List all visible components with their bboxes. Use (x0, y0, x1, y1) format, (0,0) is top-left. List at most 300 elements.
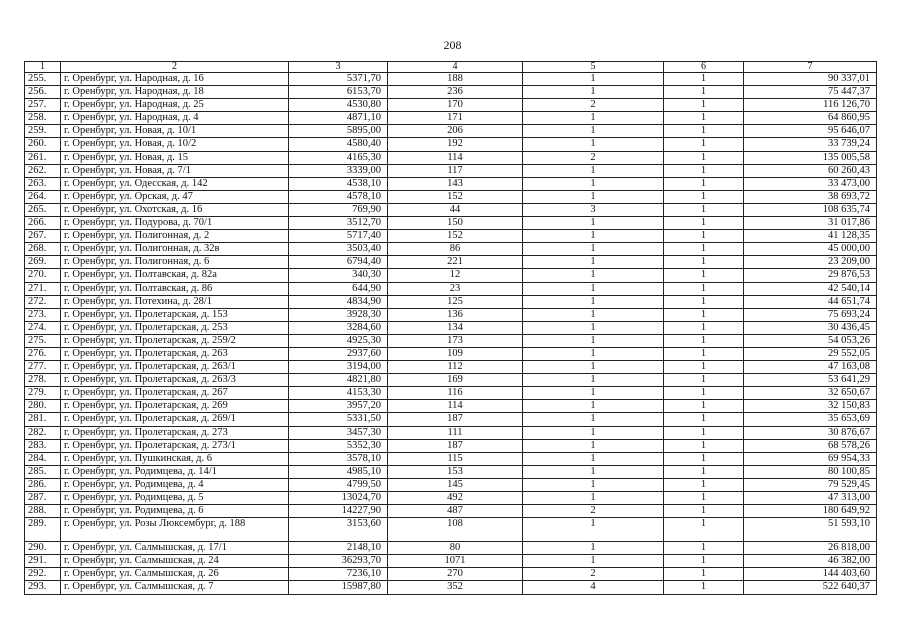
table-row (25, 426, 877, 439)
row-number: 274. (25, 321, 61, 334)
table-row (25, 190, 877, 203)
amount-cell: 29 876,53 (744, 269, 877, 282)
table-row (25, 295, 877, 308)
count-cell: 1 (523, 387, 664, 400)
table-row (25, 99, 877, 112)
area-cell: 3928,30 (289, 308, 388, 321)
address-cell: г. Оренбург, ул. Салмышская, д. 26 (61, 568, 289, 581)
address-cell: г. Оренбург, ул. Охотская, д. 16 (61, 203, 289, 216)
amount-cell: 68 578,26 (744, 439, 877, 452)
count-cell: 4 (523, 581, 664, 594)
count-cell: 1 (523, 478, 664, 491)
area-cell: 14227,90 (289, 505, 388, 518)
row-number: 290. (25, 542, 61, 555)
residents-cell: 12 (388, 269, 523, 282)
area-cell: 4985,10 (289, 465, 388, 478)
flag-cell: 1 (664, 308, 744, 321)
table-row (25, 164, 877, 177)
address-cell: г. Оренбург, ул. Пролетарская, д. 269/1 (61, 413, 289, 426)
row-number: 266. (25, 217, 61, 230)
flag-cell: 1 (664, 347, 744, 360)
count-cell: 1 (523, 269, 664, 282)
table-row (25, 138, 877, 151)
address-cell: г. Оренбург, ул. Родимцева, д. 4 (61, 478, 289, 491)
row-number: 293. (25, 581, 61, 594)
count-cell: 1 (523, 492, 664, 505)
flag-cell: 1 (664, 151, 744, 164)
area-cell: 4834,90 (289, 295, 388, 308)
column-header: 3 (289, 62, 388, 73)
amount-cell: 32 150,83 (744, 400, 877, 413)
flag-cell: 1 (664, 86, 744, 99)
flag-cell: 1 (664, 243, 744, 256)
row-number: 270. (25, 269, 61, 282)
amount-cell: 108 635,74 (744, 203, 877, 216)
row-number: 276. (25, 347, 61, 360)
flag-cell: 1 (664, 112, 744, 125)
flag-cell: 1 (664, 413, 744, 426)
row-number: 268. (25, 243, 61, 256)
area-cell: 4580,40 (289, 138, 388, 151)
count-cell: 1 (523, 112, 664, 125)
address-cell: г. Оренбург, ул. Салмышская, д. 24 (61, 555, 289, 568)
residents-cell: 111 (388, 426, 523, 439)
table-row (25, 177, 877, 190)
amount-cell: 75 447,37 (744, 86, 877, 99)
residents-cell: 487 (388, 505, 523, 518)
amount-cell: 29 552,05 (744, 347, 877, 360)
table-row (25, 347, 877, 360)
address-cell: г. Оренбург, ул. Народная, д. 16 (61, 73, 289, 86)
address-cell: г. Оренбург, ул. Полигонная, д. 6 (61, 256, 289, 269)
flag-cell: 1 (664, 465, 744, 478)
table-row (25, 243, 877, 256)
amount-cell: 46 382,00 (744, 555, 877, 568)
row-number: 280. (25, 400, 61, 413)
count-cell: 2 (523, 151, 664, 164)
table-row (25, 230, 877, 243)
address-cell: г. Оренбург, ул. Полигонная, д. 32в (61, 243, 289, 256)
flag-cell: 1 (664, 282, 744, 295)
count-cell: 1 (523, 374, 664, 387)
flag-cell: 1 (664, 439, 744, 452)
address-cell: г. Оренбург, ул. Пролетарская, д. 259/2 (61, 334, 289, 347)
residents-cell: 117 (388, 164, 523, 177)
table-row (25, 308, 877, 321)
address-cell: г. Оренбург, ул. Народная, д. 4 (61, 112, 289, 125)
address-cell: г. Оренбург, ул. Потехина, д. 28/1 (61, 295, 289, 308)
registry-table (24, 61, 877, 595)
count-cell: 1 (523, 243, 664, 256)
table-row (25, 581, 877, 594)
amount-cell: 53 641,29 (744, 374, 877, 387)
area-cell: 5895,00 (289, 125, 388, 138)
row-number: 277. (25, 361, 61, 374)
count-cell: 1 (523, 164, 664, 177)
flag-cell: 1 (664, 581, 744, 594)
residents-cell: 170 (388, 99, 523, 112)
row-number: 292. (25, 568, 61, 581)
area-cell: 4821,80 (289, 374, 388, 387)
flag-cell: 1 (664, 138, 744, 151)
column-header: 4 (388, 62, 523, 73)
table-row (25, 492, 877, 505)
area-cell: 3503,40 (289, 243, 388, 256)
count-cell: 1 (523, 361, 664, 374)
area-cell: 340,30 (289, 269, 388, 282)
residents-cell: 134 (388, 321, 523, 334)
flag-cell: 1 (664, 555, 744, 568)
flag-cell: 1 (664, 426, 744, 439)
flag-cell: 1 (664, 492, 744, 505)
residents-cell: 86 (388, 243, 523, 256)
flag-cell: 1 (664, 256, 744, 269)
count-cell: 1 (523, 295, 664, 308)
amount-cell: 144 403,60 (744, 568, 877, 581)
count-cell: 1 (523, 347, 664, 360)
amount-cell: 41 128,35 (744, 230, 877, 243)
flag-cell: 1 (664, 387, 744, 400)
row-number: 267. (25, 230, 61, 243)
count-cell: 1 (523, 86, 664, 99)
residents-cell: 116 (388, 387, 523, 400)
residents-cell: 153 (388, 465, 523, 478)
address-cell: г. Оренбург, ул. Пролетарская, д. 273 (61, 426, 289, 439)
table-row (25, 542, 877, 555)
area-cell: 4530,80 (289, 99, 388, 112)
table-row (25, 555, 877, 568)
area-cell: 769,90 (289, 203, 388, 216)
amount-cell: 135 005,58 (744, 151, 877, 164)
row-number: 289. (25, 518, 61, 542)
row-number: 282. (25, 426, 61, 439)
address-cell: г. Оренбург, ул. Пролетарская, д. 267 (61, 387, 289, 400)
address-cell: г. Оренбург, ул. Новая, д. 15 (61, 151, 289, 164)
count-cell: 1 (523, 439, 664, 452)
flag-cell: 1 (664, 452, 744, 465)
residents-cell: 173 (388, 334, 523, 347)
address-cell: г. Оренбург, ул. Орская, д. 47 (61, 190, 289, 203)
flag-cell: 1 (664, 230, 744, 243)
amount-cell: 95 646,07 (744, 125, 877, 138)
flag-cell: 1 (664, 478, 744, 491)
address-cell: г. Оренбург, ул. Пролетарская, д. 263 (61, 347, 289, 360)
address-cell: г. Оренбург, ул. Полигонная, д. 2 (61, 230, 289, 243)
row-number: 278. (25, 374, 61, 387)
count-cell: 1 (523, 73, 664, 86)
row-number: 261. (25, 151, 61, 164)
amount-cell: 51 593,10 (744, 518, 877, 542)
column-header: 6 (664, 62, 744, 73)
row-number: 288. (25, 505, 61, 518)
area-cell: 4165,30 (289, 151, 388, 164)
amount-cell: 23 209,00 (744, 256, 877, 269)
table-row (25, 125, 877, 138)
table-row (25, 334, 877, 347)
table-row (25, 86, 877, 99)
count-cell: 1 (523, 217, 664, 230)
count-cell: 2 (523, 505, 664, 518)
row-number: 271. (25, 282, 61, 295)
row-number: 272. (25, 295, 61, 308)
amount-cell: 45 000,00 (744, 243, 877, 256)
table-row (25, 387, 877, 400)
area-cell: 5717,40 (289, 230, 388, 243)
amount-cell: 75 693,24 (744, 308, 877, 321)
table-row (25, 256, 877, 269)
residents-cell: 112 (388, 361, 523, 374)
row-number: 255. (25, 73, 61, 86)
count-cell: 1 (523, 125, 664, 138)
area-cell: 3957,20 (289, 400, 388, 413)
count-cell: 1 (523, 282, 664, 295)
row-number: 256. (25, 86, 61, 99)
row-number: 262. (25, 164, 61, 177)
address-cell: г. Оренбург, ул. Пролетарская, д. 273/1 (61, 439, 289, 452)
count-cell: 1 (523, 308, 664, 321)
residents-cell: 206 (388, 125, 523, 138)
table-row (25, 269, 877, 282)
table-row (25, 452, 877, 465)
table-row (25, 439, 877, 452)
residents-cell: 150 (388, 217, 523, 230)
table-row (25, 151, 877, 164)
address-cell: г. Оренбург, ул. Одесская, д. 142 (61, 177, 289, 190)
flag-cell: 1 (664, 203, 744, 216)
column-header: 7 (744, 62, 877, 73)
area-cell: 7236,10 (289, 568, 388, 581)
amount-cell: 33 739,24 (744, 138, 877, 151)
amount-cell: 32 650,67 (744, 387, 877, 400)
row-number: 283. (25, 439, 61, 452)
count-cell: 1 (523, 465, 664, 478)
flag-cell: 1 (664, 321, 744, 334)
count-cell: 1 (523, 177, 664, 190)
column-header: 2 (61, 62, 289, 73)
area-cell: 5352,30 (289, 439, 388, 452)
amount-cell: 79 529,45 (744, 478, 877, 491)
row-number: 269. (25, 256, 61, 269)
residents-cell: 352 (388, 581, 523, 594)
table-row (25, 374, 877, 387)
residents-cell: 23 (388, 282, 523, 295)
amount-cell: 47 163,08 (744, 361, 877, 374)
residents-cell: 152 (388, 190, 523, 203)
area-cell: 6794,40 (289, 256, 388, 269)
address-cell: г. Оренбург, ул. Полтавская, д. 86 (61, 282, 289, 295)
row-number: 285. (25, 465, 61, 478)
flag-cell: 1 (664, 190, 744, 203)
count-cell: 1 (523, 230, 664, 243)
amount-cell: 33 473,00 (744, 177, 877, 190)
count-cell: 1 (523, 426, 664, 439)
flag-cell: 1 (664, 518, 744, 542)
flag-cell: 1 (664, 99, 744, 112)
count-cell: 3 (523, 203, 664, 216)
residents-cell: 270 (388, 568, 523, 581)
count-cell: 1 (523, 256, 664, 269)
flag-cell: 1 (664, 374, 744, 387)
flag-cell: 1 (664, 568, 744, 581)
area-cell: 5331,50 (289, 413, 388, 426)
address-cell: г. Оренбург, ул. Пушкинская, д. 6 (61, 452, 289, 465)
residents-cell: 187 (388, 439, 523, 452)
area-cell: 4871,10 (289, 112, 388, 125)
amount-cell: 38 693,72 (744, 190, 877, 203)
flag-cell: 1 (664, 400, 744, 413)
address-cell: г. Оренбург, ул. Народная, д. 18 (61, 86, 289, 99)
area-cell: 644,90 (289, 282, 388, 295)
count-cell: 1 (523, 542, 664, 555)
column-number-row (25, 62, 877, 73)
row-number: 273. (25, 308, 61, 321)
residents-cell: 145 (388, 478, 523, 491)
area-cell: 36293,70 (289, 555, 388, 568)
row-number: 257. (25, 99, 61, 112)
residents-cell: 192 (388, 138, 523, 151)
residents-cell: 44 (388, 203, 523, 216)
address-cell: г. Оренбург, ул. Салмышская, д. 17/1 (61, 542, 289, 555)
address-cell: г. Оренбург, ул. Пролетарская, д. 263/1 (61, 361, 289, 374)
table-row (25, 73, 877, 86)
flag-cell: 1 (664, 295, 744, 308)
area-cell: 6153,70 (289, 86, 388, 99)
address-cell: г. Оренбург, ул. Родимцева, д. 6 (61, 505, 289, 518)
residents-cell: 125 (388, 295, 523, 308)
table-row (25, 361, 877, 374)
row-number: 281. (25, 413, 61, 426)
area-cell: 13024,70 (289, 492, 388, 505)
count-cell: 1 (523, 138, 664, 151)
table-row (25, 203, 877, 216)
address-cell: г. Оренбург, ул. Народная, д. 25 (61, 99, 289, 112)
table-row (25, 112, 877, 125)
area-cell: 3284,60 (289, 321, 388, 334)
area-cell: 3339,00 (289, 164, 388, 177)
residents-cell: 1071 (388, 555, 523, 568)
address-cell: г. Оренбург, ул. Новая, д. 10/1 (61, 125, 289, 138)
row-number: 287. (25, 492, 61, 505)
residents-cell: 143 (388, 177, 523, 190)
page-number: 208 (443, 38, 462, 52)
row-number: 259. (25, 125, 61, 138)
residents-cell: 80 (388, 542, 523, 555)
area-cell: 15987,80 (289, 581, 388, 594)
residents-cell: 236 (388, 86, 523, 99)
count-cell: 1 (523, 452, 664, 465)
row-number: 286. (25, 478, 61, 491)
residents-cell: 221 (388, 256, 523, 269)
amount-cell: 47 313,00 (744, 492, 877, 505)
area-cell: 2937,60 (289, 347, 388, 360)
row-number: 260. (25, 138, 61, 151)
residents-cell: 152 (388, 230, 523, 243)
area-cell: 4153,30 (289, 387, 388, 400)
row-number: 258. (25, 112, 61, 125)
address-cell: г. Оренбург, ул. Пролетарская, д. 263/3 (61, 374, 289, 387)
amount-cell: 54 053,26 (744, 334, 877, 347)
area-cell: 4925,30 (289, 334, 388, 347)
amount-cell: 522 640,37 (744, 581, 877, 594)
area-cell: 3153,60 (289, 518, 388, 542)
count-cell: 1 (523, 321, 664, 334)
row-number: 264. (25, 190, 61, 203)
residents-cell: 188 (388, 73, 523, 86)
count-cell: 2 (523, 99, 664, 112)
table-row (25, 478, 877, 491)
row-number: 263. (25, 177, 61, 190)
count-cell: 2 (523, 568, 664, 581)
flag-cell: 1 (664, 125, 744, 138)
count-cell: 1 (523, 334, 664, 347)
area-cell: 3512,70 (289, 217, 388, 230)
amount-cell: 64 860,95 (744, 112, 877, 125)
row-number: 284. (25, 452, 61, 465)
address-cell: г. Оренбург, ул. Новая, д. 7/1 (61, 164, 289, 177)
residents-cell: 115 (388, 452, 523, 465)
address-cell: г. Оренбург, ул. Подурова, д. 70/1 (61, 217, 289, 230)
amount-cell: 31 017,86 (744, 217, 877, 230)
address-cell: г. Оренбург, ул. Родимцева, д. 5 (61, 492, 289, 505)
amount-cell: 116 126,70 (744, 99, 877, 112)
flag-cell: 1 (664, 164, 744, 177)
residents-cell: 187 (388, 413, 523, 426)
flag-cell: 1 (664, 177, 744, 190)
residents-cell: 169 (388, 374, 523, 387)
address-cell: г. Оренбург, ул. Пролетарская, д. 253 (61, 321, 289, 334)
amount-cell: 35 653,69 (744, 413, 877, 426)
residents-cell: 136 (388, 308, 523, 321)
count-cell: 1 (523, 518, 664, 542)
area-cell: 4538,10 (289, 177, 388, 190)
flag-cell: 1 (664, 73, 744, 86)
table-row (25, 518, 877, 542)
flag-cell: 1 (664, 505, 744, 518)
table-row (25, 505, 877, 518)
amount-cell: 180 649,92 (744, 505, 877, 518)
area-cell: 3457,30 (289, 426, 388, 439)
table-row (25, 217, 877, 230)
table-row (25, 413, 877, 426)
flag-cell: 1 (664, 269, 744, 282)
area-cell: 5371,70 (289, 73, 388, 86)
table-row (25, 568, 877, 581)
amount-cell: 69 954,33 (744, 452, 877, 465)
residents-cell: 109 (388, 347, 523, 360)
residents-cell: 108 (388, 518, 523, 542)
residents-cell: 114 (388, 400, 523, 413)
count-cell: 1 (523, 190, 664, 203)
address-cell: г. Оренбург, ул. Пролетарская, д. 153 (61, 308, 289, 321)
area-cell: 2148,10 (289, 542, 388, 555)
row-number: 279. (25, 387, 61, 400)
table-row (25, 282, 877, 295)
count-cell: 1 (523, 400, 664, 413)
address-cell: г. Оренбург, ул. Розы Люксембург, д. 188 (61, 518, 289, 542)
amount-cell: 26 818,00 (744, 542, 877, 555)
table-row (25, 321, 877, 334)
address-cell: г. Оренбург, ул. Пролетарская, д. 269 (61, 400, 289, 413)
area-cell: 4799,50 (289, 478, 388, 491)
amount-cell: 90 337,01 (744, 73, 877, 86)
area-cell: 4578,10 (289, 190, 388, 203)
amount-cell: 30 436,45 (744, 321, 877, 334)
amount-cell: 44 651,74 (744, 295, 877, 308)
flag-cell: 1 (664, 361, 744, 374)
table-row (25, 465, 877, 478)
amount-cell: 42 540,14 (744, 282, 877, 295)
residents-cell: 492 (388, 492, 523, 505)
